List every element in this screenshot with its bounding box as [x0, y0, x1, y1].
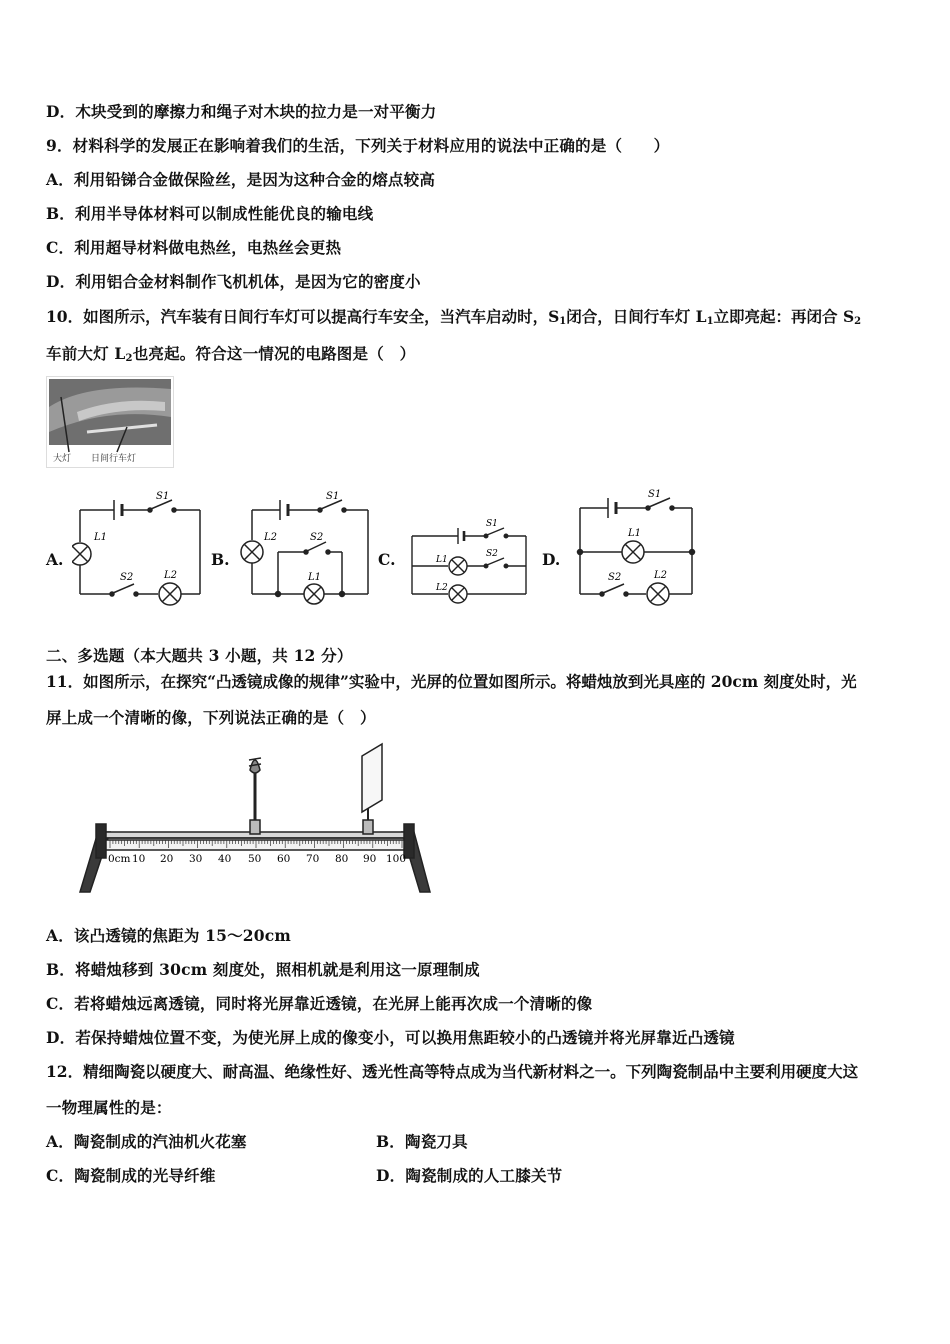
circuit-c-l2-label: L2	[436, 583, 448, 593]
q11-stem-line2: 屏上成一个清晰的像，下列说法正确的是（ ）	[46, 708, 376, 727]
circuit-b-l2-label: L2	[264, 532, 278, 543]
circuit-option-d-label: D.	[542, 550, 561, 569]
circuit-a-l2-label: L2	[164, 570, 178, 581]
q12-option-b: B．陶瓷刀具	[376, 1132, 468, 1151]
q10-stem-part2: 闭合，日间行车灯	[566, 307, 696, 326]
circuit-d	[568, 484, 700, 610]
bench-tick-label-10: 10	[132, 853, 146, 865]
bench-tick-label-0: 0cm	[108, 853, 131, 865]
switch-s2	[307, 542, 326, 551]
q8-option-d: D．木块受到的摩擦力和绳子对木块的拉力是一对平衡力	[46, 102, 437, 121]
switch-s2	[603, 584, 624, 593]
q10-s1: S	[548, 307, 560, 326]
q10-stem-line2b: 也亮起。符合这一情况的电路图是（ ）	[132, 344, 416, 363]
circuit-b-s1-label: S1	[326, 491, 340, 502]
q9-option-c: C．利用超导材料做电热丝，电热丝会更热	[46, 238, 342, 257]
q12-option-c: C．陶瓷制成的光导纤维	[46, 1166, 216, 1185]
q9-option-b: B．利用半导体材料可以制成性能优良的输电线	[46, 204, 374, 223]
circuit-a-s2-label: S2	[120, 572, 134, 583]
circuit-c-s2-label: S2	[486, 549, 498, 559]
q10-stem-part1: 10．如图所示，汽车装有日间行车灯可以提高行车安全，当汽车启动时，	[46, 307, 549, 326]
q10-l1-sub: 1	[706, 316, 714, 327]
q10-l1: L	[695, 307, 707, 326]
circuit-b-l1-label: L1	[308, 572, 322, 583]
car-headlight-photo	[46, 376, 174, 468]
circuit-d-l1-label: L1	[628, 528, 642, 539]
bench-tick-label-60: 60	[277, 853, 291, 865]
circuit-a-l1-label: L1	[94, 532, 108, 543]
q10-s1-sub: 1	[559, 316, 567, 327]
candle-flame	[250, 760, 260, 773]
q12-option-d: D．陶瓷制成的人工膝关节	[376, 1166, 563, 1185]
circuit-option-c-label: C.	[378, 550, 396, 569]
photo-caption-headlight: 大灯	[53, 454, 72, 464]
circuit-b	[238, 488, 374, 610]
q12-stem-line2: 一物理属性的是：	[46, 1098, 172, 1117]
q10-stem-line2	[46, 344, 415, 369]
circuit-d-s1-label: S1	[648, 489, 662, 500]
q11-option-a: A．该凸透镜的焦距为 15～20cm	[46, 926, 292, 945]
switch-s2	[113, 584, 134, 593]
circuit-option-b-label: B.	[211, 550, 230, 569]
bench-tick-label-50: 50	[248, 853, 262, 865]
q12-stem-line1: 12．精细陶瓷以硬度大、耐高温、绝缘性好、透光性高等特点成为当代新材料之一。下列陶瓷制品中主要利用硬度大这	[46, 1062, 859, 1081]
switch-s2	[487, 558, 504, 565]
circuit-c-l1-label: L1	[436, 555, 448, 565]
circuit-d-l2-label: L2	[654, 570, 668, 581]
bench-tick-label-90: 90	[363, 853, 377, 865]
bench-tick-label-20: 20	[160, 853, 174, 865]
switch-s1	[487, 528, 504, 535]
q9-option-a: A．利用铅锑合金做保险丝，是因为这种合金的熔点较高	[46, 170, 436, 189]
q10-l2: L	[114, 344, 126, 363]
bench-tick-labels	[108, 853, 406, 865]
circuit-option-a-label: A.	[46, 550, 64, 569]
q10-stem-line1	[46, 307, 861, 332]
optical-bench-figure	[76, 740, 436, 898]
q9-option-d: D．利用铝合金材料制作飞机机体，是因为它的密度小	[46, 272, 421, 291]
candle-holder	[250, 820, 260, 834]
bench-tick-label-40: 40	[218, 853, 232, 865]
q11-option-d: D．若保持蜡烛位置不变，为使光屏上成的像变小，可以换用焦距较小的凸透镜并将光屏靠近凸透镜	[46, 1028, 735, 1047]
bench-tick-label-70: 70	[306, 853, 320, 865]
q10-s2: S	[842, 307, 855, 326]
car-photo-drawing	[47, 377, 173, 467]
bench-left-post	[96, 824, 106, 858]
q11-option-c: C．若将蜡烛远离透镜，同时将光屏靠近透镜，在光屏上能再次成一个清晰的像	[46, 994, 593, 1013]
section-2-title: 二、多选题（本大题共 3 小题，共 12 分）	[46, 646, 353, 665]
circuit-a-s1-label: S1	[156, 491, 170, 502]
bench-tick-label-100: 100	[386, 853, 407, 865]
q10-s2-sub: 2	[854, 316, 862, 327]
q10-stem-part3: 立即亮起：再闭合	[713, 307, 843, 326]
bench-tick-label-80: 80	[335, 853, 349, 865]
bench-tick-label-30: 30	[189, 853, 203, 865]
q11-option-b: B．将蜡烛移到 30cm 刻度处，照相机就是利用这一原理制成	[46, 960, 480, 979]
circuit-d-s2-label: S2	[608, 572, 622, 583]
light-screen	[362, 744, 382, 812]
q10-l2-sub: 2	[125, 353, 133, 364]
q11-stem-line1: 11．如图所示，在探究“凸透镜成像的规律”实验中，光屏的位置如图所示。将蜡烛放到光具座的 20cm 刻度处时，光	[46, 672, 857, 691]
circuit-a	[72, 488, 208, 610]
q12-option-a: A．陶瓷制成的汽油机火花塞	[46, 1132, 247, 1151]
circuit-b-s2-label: S2	[310, 532, 324, 543]
screen-holder	[363, 820, 373, 834]
q10-stem-line2a: 车前大灯	[46, 344, 115, 363]
circuit-c	[404, 512, 536, 610]
circuit-c-s1-label: S1	[486, 519, 498, 529]
q9-stem: 9．材料科学的发展正在影响着我们的生活，下列关于材料应用的说法中正确的是（ ）	[46, 136, 670, 155]
photo-caption-drl: 日间行车灯	[91, 454, 137, 464]
